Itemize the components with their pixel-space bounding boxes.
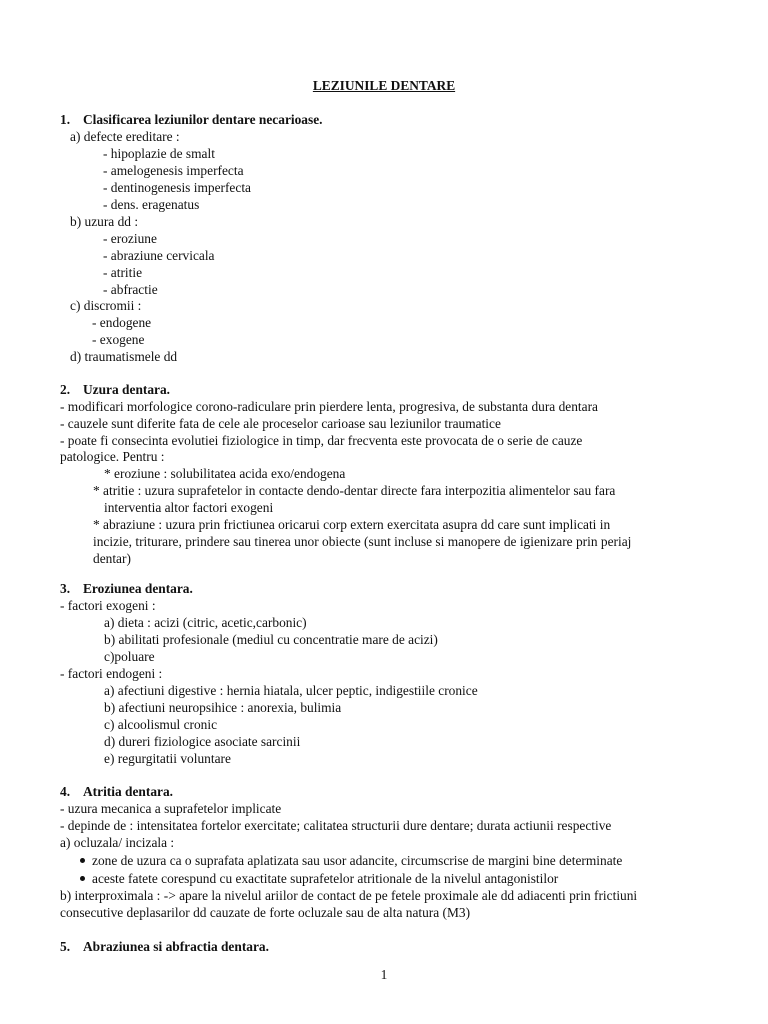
section-4-line-3: a) ocluzala/ incizala :	[60, 835, 175, 850]
section-1-item-b2: - abraziune cervicala	[103, 248, 215, 263]
page-number: 1	[380, 967, 388, 982]
section-1-item-b1: - eroziune	[103, 231, 157, 246]
section-3-line-1: - factori exogeni :	[60, 598, 156, 613]
section-1-heading: 1. Clasificarea leziunilor dentare necarioase.	[60, 112, 323, 127]
section-3-heading: 3. Eroziunea dentara.	[60, 581, 193, 596]
section-3-line-6: a) afectiuni digestive : hernia hiatala, ulcer peptic, indigestiile cronice	[104, 683, 478, 698]
section-2-line-9: incizie, triturare, prindere sau tinerea unor obiecte (sunt incluse si manopere de igienizare prin periaj	[93, 534, 632, 549]
section-3-line-2: a) dieta : acizi (citric, acetic,carbonic)	[104, 615, 307, 630]
bullet-icon	[80, 876, 85, 881]
section-1-item-b: b) uzura dd :	[70, 214, 139, 229]
section-1-item-a4: - dens. eragenatus	[103, 197, 200, 212]
section-2-line-1: - modificari morfologice corono-radiculare prin pierdere lenta, progresiva, de substanta dura dentara	[60, 399, 598, 414]
section-1-item-a2: - amelogenesis imperfecta	[103, 163, 244, 178]
section-1-item-b3: - atritie	[103, 265, 143, 280]
document-title: LEZIUNILE DENTARE	[312, 78, 456, 93]
section-4-line-6: b) interproximala : -> apare la nivelul ariilor de contact de pe fetele proximale ale dd adiacenti prin frictiuni	[60, 888, 638, 903]
section-2-line-6: * atritie : uzura suprafetelor in contacte dendo-dentar directe fara interpozitia alimentelor sau fara	[93, 483, 616, 498]
section-4-line-2: - depinde de : intensitatea fortelor exercitate; calitatea structurii dure dentare; durata actiunii respective	[60, 818, 612, 833]
section-2-line-4: patologice. Pentru :	[60, 449, 165, 464]
section-4-heading: 4. Atritia dentara.	[60, 784, 173, 799]
section-2-line-8: * abraziune : uzura prin frictiunea oricarui corp extern exercitata asupra dd care sunt implicati in	[93, 517, 611, 532]
section-1-item-c2: - exogene	[92, 332, 145, 347]
section-3-line-9: d) dureri fiziologice asociate sarcinii	[104, 734, 301, 749]
section-2-line-10: dentar)	[93, 551, 131, 566]
section-3-line-4: c)poluare	[104, 649, 155, 664]
section-1-item-c1: - endogene	[92, 315, 152, 330]
section-4-bullet-2: aceste fatete corespund cu exactitate suprafetelor atritionale de la nivelul antagonistilor	[80, 870, 558, 887]
section-1-item-b4: - abfractie	[103, 282, 158, 297]
section-2-line-3: - poate fi consecinta evolutiei fiziologice in timp, dar frecventa este provocata de o serie de cauze	[60, 433, 583, 448]
section-2-line-5: * eroziune : solubilitatea acida exo/endogena	[104, 466, 346, 481]
section-1-item-a3: - dentinogenesis imperfecta	[103, 180, 251, 195]
section-1-item-a: a) defecte ereditare :	[70, 129, 180, 144]
section-4-line-1: - uzura mecanica a suprafetelor implicate	[60, 801, 282, 816]
section-4-line-7: consecutive deplasarilor dd cauzate de forte ocluzale sau de alta natura (M3)	[60, 905, 471, 920]
section-1-item-a1: - hipoplazie de smalt	[103, 146, 215, 161]
section-2-heading: 2. Uzura dentara.	[60, 382, 171, 397]
section-3-line-10: e) regurgitatii voluntare	[104, 751, 231, 766]
section-2-line-2: - cauzele sunt diferite fata de cele ale proceselor carioase sau leziunilor traumatice	[60, 416, 501, 431]
section-1-item-d: d) traumatismele dd	[70, 349, 178, 364]
section-3-line-3: b) abilitati profesionale (mediul cu concentratie mare de acizi)	[104, 632, 438, 647]
section-2-line-7: interventia altor factori exogeni	[104, 500, 274, 515]
section-1-item-c: c) discromii :	[70, 298, 142, 313]
section-3-line-5: - factori endogeni :	[60, 666, 163, 681]
section-5-heading: 5. Abraziunea si abfractia dentara.	[60, 939, 269, 954]
bullet-icon	[80, 858, 85, 863]
section-3-line-8: c) alcoolismul cronic	[104, 717, 218, 732]
section-3-line-7: b) afectiuni neuropsihice : anorexia, bulimia	[104, 700, 342, 715]
section-4-bullet-1: zone de uzura ca o suprafata aplatizata sau usor adancite, circumscrise de margini bine determinate	[80, 852, 622, 869]
